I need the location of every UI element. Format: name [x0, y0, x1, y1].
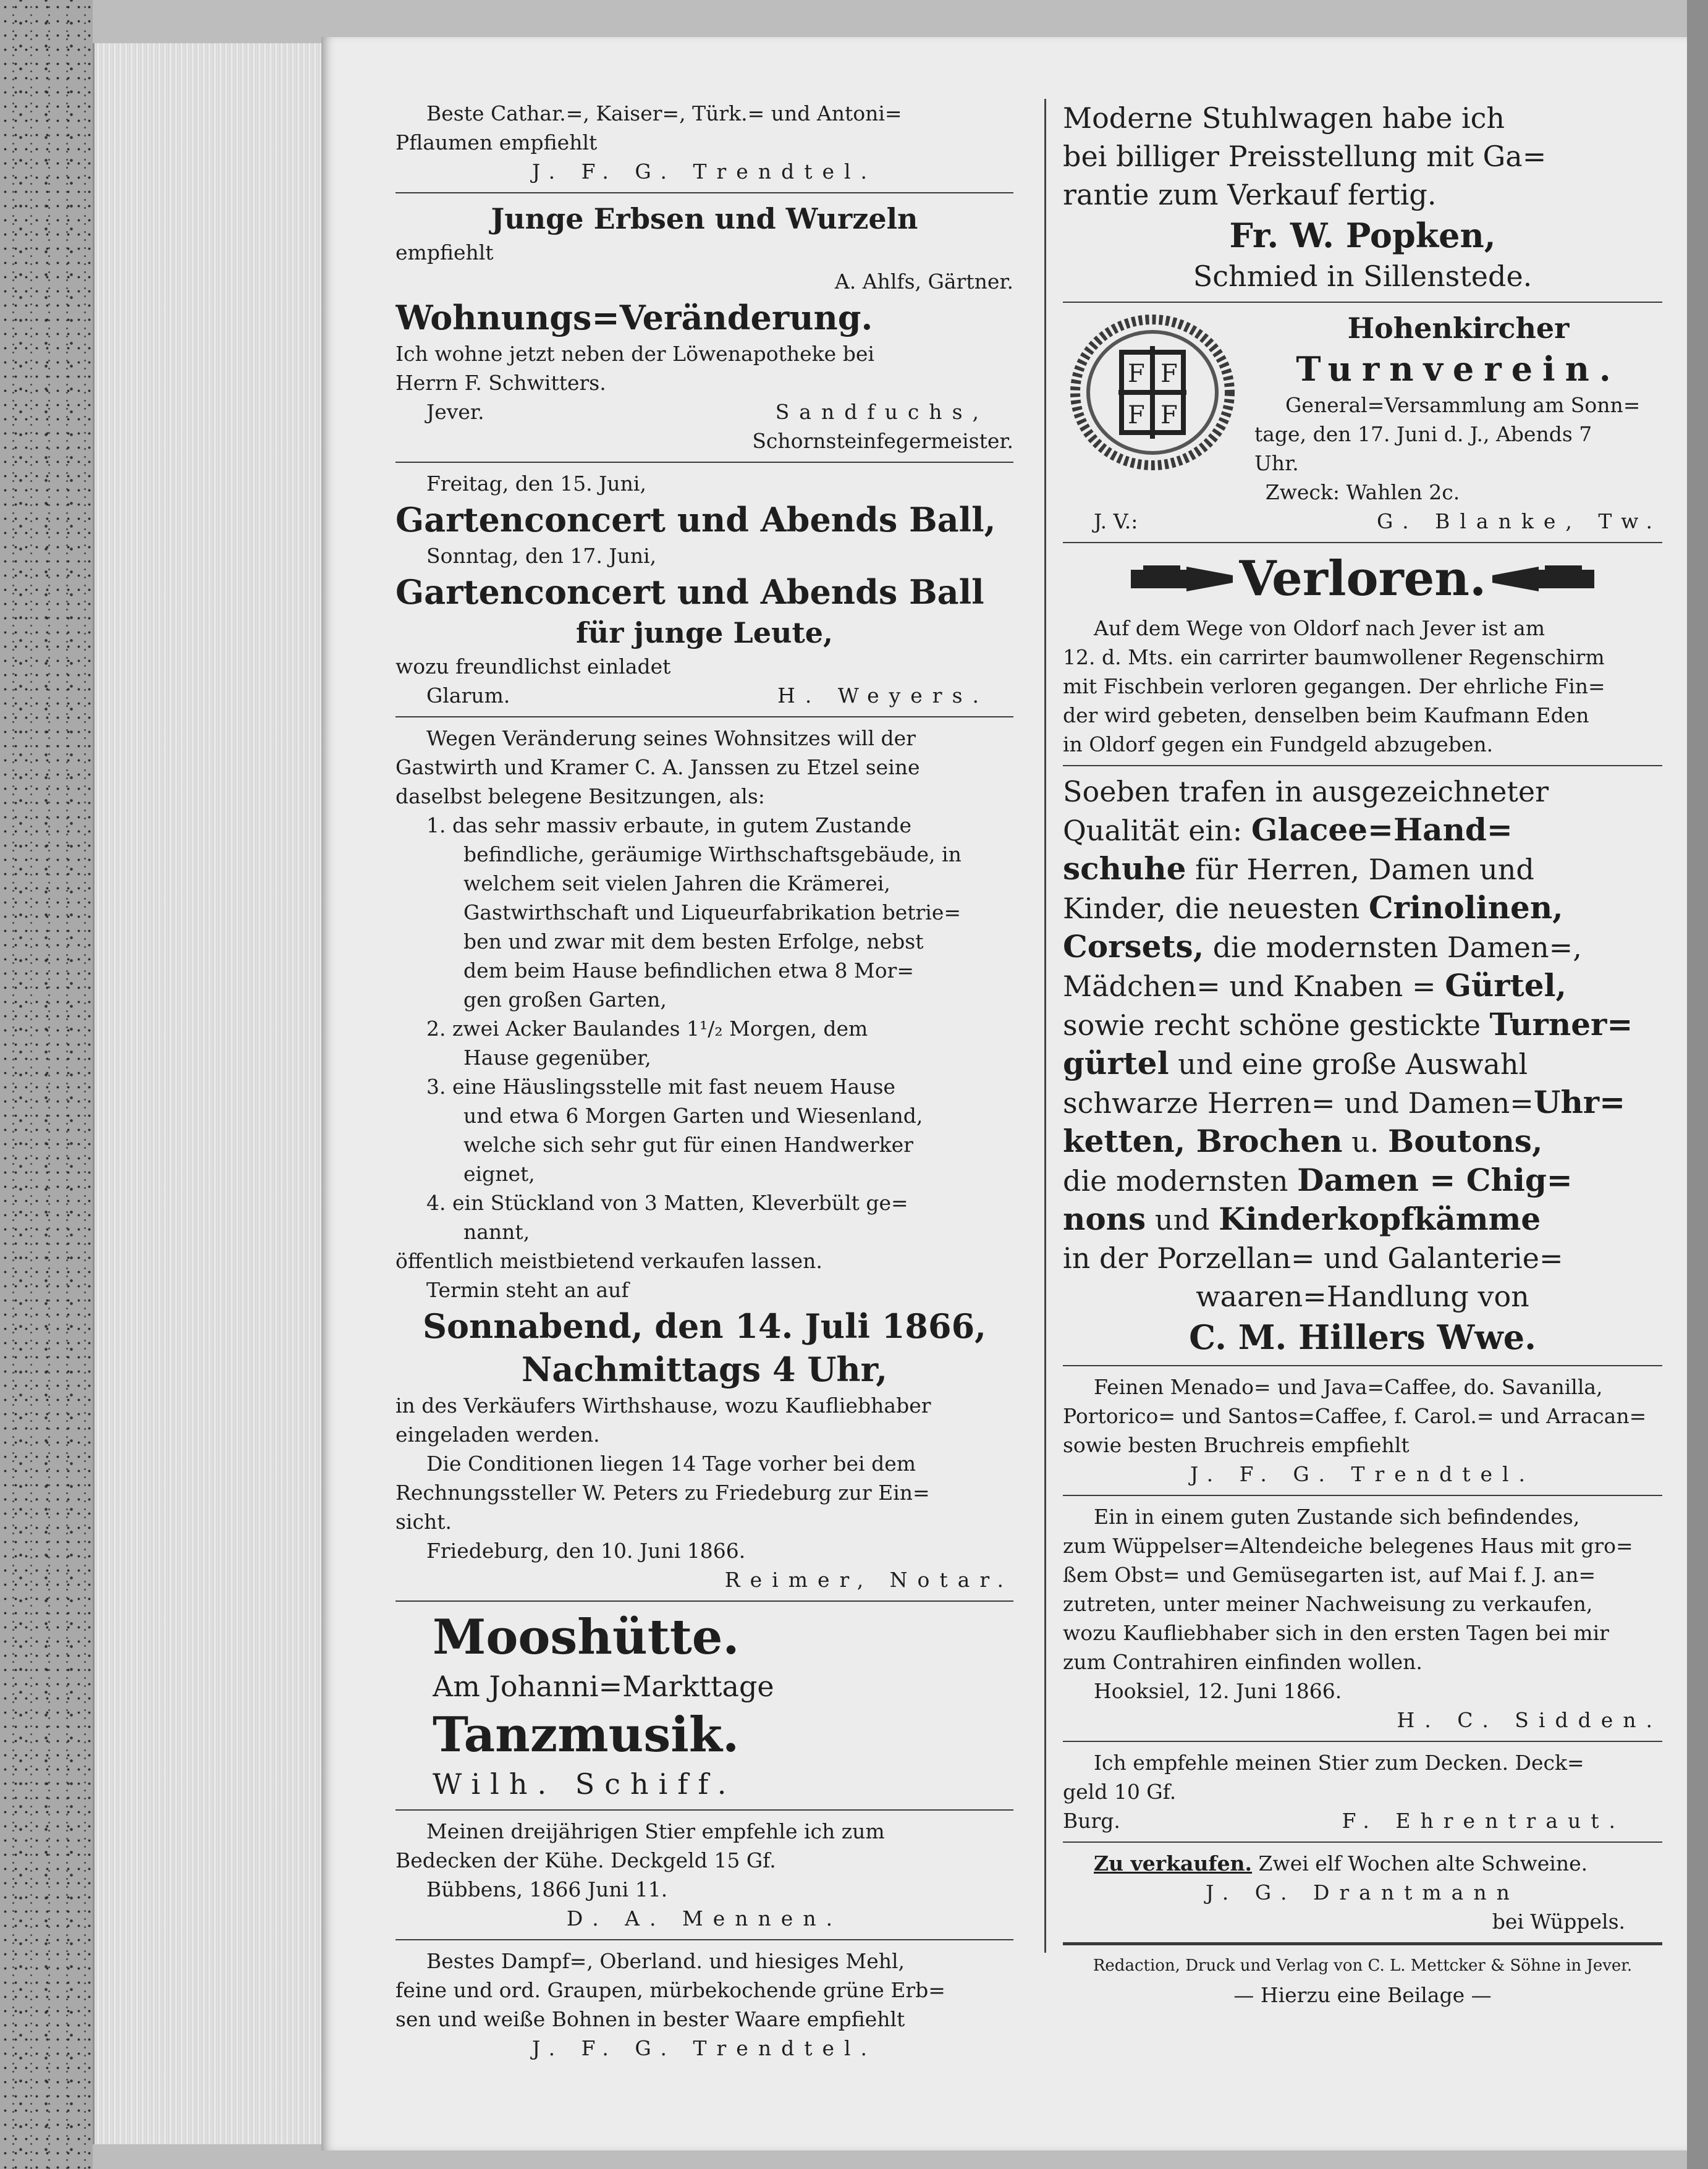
- ad-highlight: gürtel: [1063, 1045, 1169, 1081]
- ad-signature: Reimer, Notar.: [724, 1568, 1013, 1592]
- ad-text: die modernsten: [1063, 1164, 1288, 1198]
- ad-text: feine und ord. Graupen, mürbekochende grüne Erb=: [395, 1978, 945, 2002]
- ad-text: Schornsteinfegermeister.: [752, 429, 1013, 453]
- ad-highlight: nons: [1063, 1201, 1146, 1237]
- imprint: [1063, 1951, 1662, 2010]
- ad-signature: F. Ehrentraut.: [1342, 1809, 1625, 1833]
- ad-signature: A. Ahlfs, Gärtner.: [834, 269, 1013, 294]
- ad-title: Mooshütte.: [433, 1609, 740, 1665]
- list-item: ben und zwar mit dem besten Erfolge, nebst: [463, 929, 924, 953]
- ad-text: Soeben trafen in ausgezeichneter: [1063, 775, 1549, 808]
- list-item: gen großen Garten,: [463, 987, 667, 1012]
- ad-highlight: Gürtel,: [1445, 967, 1566, 1004]
- divider: [395, 716, 1013, 717]
- divider: [395, 192, 1013, 193]
- ad-text: in Oldorf gegen ein Fundgeld abzugeben.: [1063, 732, 1494, 756]
- ad-title: Verloren.: [1238, 551, 1487, 607]
- svg-text:F: F: [1128, 401, 1145, 429]
- ad-date: Freitag, den 15. Juni,: [426, 471, 646, 496]
- ad-title: Hohenkircher: [1347, 311, 1570, 345]
- svg-text:F: F: [1128, 360, 1145, 388]
- divider: [1063, 1942, 1662, 1945]
- ad-text: Kinder, die neuesten: [1063, 892, 1360, 925]
- ad-text: sowie recht schöne gestickte: [1063, 1008, 1481, 1042]
- ad-subtitle: für junge Leute,: [575, 616, 834, 649]
- ad-text: zum Wüppelser=Altendeiche belegenes Haus mit gro=: [1063, 1534, 1633, 1558]
- list-item: nannt,: [463, 1220, 530, 1244]
- pointing-hand-right-icon: [1489, 560, 1594, 598]
- ad-title: Moderne Stuhlwagen habe ich: [1063, 101, 1505, 135]
- ad-title: Gartenconcert und Abends Ball: [395, 572, 984, 612]
- right-column: [1063, 99, 1662, 2010]
- ad-text: und: [1154, 1203, 1210, 1237]
- svg-text:F: F: [1161, 401, 1178, 429]
- ad-hillers: [1063, 772, 1662, 1359]
- ad-turnverein: [1063, 309, 1662, 536]
- ad-schweine: [1063, 1849, 1662, 1936]
- ad-pflaumen: [395, 99, 1013, 186]
- ad-highlight: schuhe: [1063, 850, 1186, 887]
- ad-highlight: Uhr=: [1533, 1084, 1626, 1120]
- ad-mehl: [395, 1947, 1013, 2063]
- ad-place-date: Bübbens, 1866 Juni 11.: [426, 1877, 668, 1901]
- ad-text: u.: [1351, 1125, 1379, 1159]
- list-item: dem beim Hause befindlichen etwa 8 Mor=: [463, 958, 915, 983]
- ad-text: Wegen Veränderung seines Wohnsitzes will der: [426, 726, 916, 750]
- ad-mooshuette: [395, 1608, 1013, 1803]
- ad-text: Qualität ein:: [1063, 814, 1243, 847]
- ad-text: Ich empfehle meinen Stier zum Decken. Deck=: [1094, 1751, 1584, 1775]
- list-item: welchem seit vielen Jahren die Krämerei,: [463, 871, 890, 895]
- ad-title: Junge Erbsen und Wurzeln: [491, 202, 918, 235]
- page-stack-edges: [93, 43, 329, 2144]
- ad-title: Turnverein.: [1296, 349, 1621, 389]
- ad-signature: J. F. G. Trendtel.: [531, 159, 877, 184]
- ad-place-date: Friedeburg, den 10. Juni 1866.: [426, 1539, 746, 1563]
- ad-name: Fr. W. Popken,: [1229, 216, 1496, 255]
- ad-stier2: [1063, 1748, 1662, 1835]
- list-item: und etwa 6 Morgen Garten und Wiesenland,: [463, 1104, 923, 1128]
- ad-text: Bestes Dampf=, Oberland. und hiesiges Mehl,: [426, 1949, 905, 1973]
- ad-text: General=Versammlung am Sonn=: [1285, 393, 1641, 417]
- list-item: 1. das sehr massiv erbaute, in gutem Zustande: [426, 813, 912, 837]
- ad-signature: Sandfuchs,: [775, 400, 989, 424]
- divider: [1063, 1495, 1662, 1496]
- list-item: Hause gegenüber,: [463, 1046, 651, 1070]
- ad-text: Meinen dreijährigen Stier empfehle ich zum: [426, 1819, 885, 1843]
- pointing-hand-left-icon: [1131, 560, 1236, 598]
- ad-wohnung: [395, 296, 1013, 455]
- ad-title: Wohnungs=Veränderung.: [395, 298, 873, 337]
- divider: [395, 1809, 1013, 1811]
- ad-text: zum Contrahiren einfinden wollen.: [1063, 1650, 1423, 1674]
- ad-highlight: Kinderkopfkämme: [1219, 1201, 1541, 1237]
- ad-title: Gartenconcert und Abends Ball,: [395, 500, 996, 539]
- turnverein-wreath-emblem: [1063, 309, 1242, 476]
- ad-text: Auf dem Wege von Oldorf nach Jever ist am: [1094, 616, 1545, 640]
- divider: [395, 1939, 1013, 1940]
- ad-text: geld 10 Gf.: [1063, 1780, 1177, 1804]
- ad-signature: J. F. G. Trendtel.: [1190, 1462, 1536, 1486]
- divider: [1063, 1365, 1662, 1366]
- list-item: befindliche, geräumige Wirthschaftsgebäude, in: [463, 842, 962, 866]
- ad-signature: G. Blanke, Tw.: [1376, 509, 1662, 533]
- imprint-text: — Hierzu eine Beilage —: [1233, 1983, 1492, 2007]
- ad-text: Mädchen= und Knaben =: [1063, 970, 1436, 1003]
- ad-text: Zwei elf Wochen alte Schweine.: [1258, 1851, 1588, 1875]
- ad-text: wozu Kaufliebhaber sich in den ersten Tagen bei mir: [1063, 1621, 1609, 1645]
- ad-text: Schmied in Sillenstede.: [1193, 260, 1533, 293]
- ad-highlight: Crinolinen,: [1368, 889, 1563, 926]
- ad-text: in der Porzellan= und Galanterie=: [1063, 1241, 1563, 1275]
- ad-text: tage, den 17. Juni d. J., Abends 7: [1254, 422, 1592, 446]
- ad-text: eingeladen werden.: [395, 1423, 600, 1447]
- ad-text: J. V.:: [1094, 509, 1138, 533]
- ad-highlight: Corsets,: [1063, 928, 1204, 965]
- ad-signature: J. F. G. Trendtel.: [531, 2036, 877, 2060]
- ad-text: die modernsten Damen=,: [1212, 931, 1582, 964]
- ad-text: Portorico= und Santos=Caffee, f. Carol.= und Arracan=: [1063, 1404, 1647, 1428]
- divider: [1063, 765, 1662, 766]
- ad-text: Uhr.: [1254, 451, 1299, 475]
- ad-signature: H. Weyers.: [777, 683, 989, 708]
- ad-text: daselbst belegene Besitzungen, als:: [395, 784, 765, 808]
- ad-text: zutreten, unter meiner Nachweisung zu verkaufen,: [1063, 1592, 1593, 1616]
- ad-text: Gastwirth und Kramer C. A. Janssen zu Etzel seine: [395, 755, 920, 779]
- ad-signature: D. A. Mennen.: [566, 1906, 843, 1930]
- ad-text: sowie besten Bruchreis empfiehlt: [1063, 1433, 1410, 1457]
- ad-text: Herrn F. Schwitters.: [395, 371, 606, 395]
- svg-text:F: F: [1161, 360, 1178, 388]
- ad-text: für Herren, Damen und: [1195, 853, 1534, 886]
- ad-highlight: Turner=: [1489, 1006, 1633, 1042]
- ad-subtitle: Am Johanni=Markttage: [433, 1670, 774, 1703]
- list-item: eignet,: [463, 1162, 535, 1186]
- divider: [395, 1600, 1013, 1602]
- ad-highlight: Boutons,: [1388, 1123, 1543, 1159]
- ad-signature: H. C. Sidden.: [1397, 1708, 1662, 1732]
- gutter-shadow: [1687, 0, 1708, 2169]
- left-column: [395, 99, 1013, 2063]
- ad-place: Burg.: [1063, 1809, 1120, 1833]
- ad-stier: [395, 1817, 1013, 1933]
- ad-text: Ich wohne jetzt neben der Löwenapotheke bei: [395, 342, 874, 366]
- ad-signature: J. G. Drantmann: [1206, 1880, 1520, 1905]
- list-item: 3. eine Häuslingsstelle mit fast neuem Hause: [426, 1075, 895, 1099]
- book-cover-edge: [0, 0, 93, 2169]
- divider: [1063, 1841, 1662, 1843]
- divider: [1063, 1741, 1662, 1742]
- ad-text: Beste Cathar.=, Kaiser=, Türk.= und Antoni=: [426, 101, 902, 125]
- ad-text: mit Fischbein verloren gegangen. Der ehrliche Fin=: [1063, 674, 1605, 698]
- imprint-text: Redaction, Druck und Verlag von C. L. Mettcker & Söhne in Jever.: [1093, 1956, 1633, 1975]
- ad-haus: [1063, 1502, 1662, 1735]
- ad-highlight: Damen = Chig=: [1297, 1162, 1573, 1198]
- ad-text: und eine große Auswahl: [1178, 1047, 1528, 1081]
- divider: [1063, 542, 1662, 543]
- list-item: welche sich sehr gut für einen Handwerker: [463, 1133, 913, 1157]
- ad-highlight: ketten, Brochen: [1063, 1123, 1343, 1159]
- ad-text: Pflaumen empfiehlt: [395, 130, 598, 154]
- ad-place: Glarum.: [426, 683, 510, 708]
- list-item: 2. zwei Acker Baulandes 1¹/₂ Morgen, dem: [426, 1017, 868, 1041]
- ad-text: der wird gebeten, denselben beim Kaufmann Eden: [1063, 703, 1589, 727]
- ad-text: Termin steht an auf: [426, 1278, 629, 1302]
- list-item: 4. ein Stückland von 3 Matten, Kleverbült ge=: [426, 1191, 908, 1215]
- column-divider: [1044, 99, 1046, 1953]
- ad-text: öffentlich meistbietend verkaufen lassen.: [395, 1249, 822, 1273]
- ad-stuhlwagen: [1063, 99, 1662, 295]
- ad-text: sen und weiße Bohnen in bester Waare empfiehlt: [395, 2007, 905, 2031]
- ad-text: ßem Obst= und Gemüsegarten ist, auf Mai f. J. an=: [1063, 1563, 1596, 1587]
- ad-text: Zweck: Wahlen 2c.: [1265, 480, 1460, 504]
- list-item: Gastwirthschaft und Liqueurfabrikation betrie=: [463, 900, 962, 924]
- divider: [395, 462, 1013, 463]
- ad-text: rantie zum Verkauf fertig.: [1063, 178, 1437, 211]
- ad-date: Sonntag, den 17. Juni,: [426, 544, 657, 568]
- ad-time-highlight: Nachmittags 4 Uhr,: [521, 1350, 888, 1389]
- ad-place: Jever.: [426, 400, 484, 424]
- ad-date-highlight: Sonnabend, den 14. Juli 1866,: [423, 1306, 986, 1346]
- ad-text: wozu freundlichst einladet: [395, 654, 671, 679]
- ad-text: Die Conditionen liegen 14 Tage vorher bei dem: [426, 1452, 916, 1476]
- ad-text: bei billiger Preisstellung mit Ga=: [1063, 140, 1547, 173]
- ad-caffee: [1063, 1372, 1662, 1489]
- ad-place-date: Hooksiel, 12. Juni 1866.: [1094, 1679, 1342, 1703]
- ad-text: sicht.: [395, 1510, 452, 1534]
- ad-highlight: Glacee=Hand=: [1251, 811, 1513, 848]
- ad-lead: Zu verkaufen.: [1094, 1851, 1253, 1875]
- ad-erbsen: [395, 200, 1013, 296]
- divider: [1063, 302, 1662, 303]
- ad-text: Bedecken der Kühe. Deckgeld 15 Gf.: [395, 1848, 776, 1872]
- ad-text: Feinen Menado= und Java=Caffee, do. Savanilla,: [1094, 1375, 1603, 1399]
- ad-title: Tanzmusik.: [433, 1707, 740, 1763]
- ad-signature: Wilh. Schiff.: [433, 1767, 737, 1801]
- ad-concert: [395, 469, 1013, 710]
- ad-text: 12. d. Mts. ein carrirter baumwollener Regenschirm: [1063, 645, 1605, 669]
- ad-verkauf: [395, 724, 1013, 1594]
- ad-text: in des Verkäufers Wirthshause, wozu Kaufliebhaber: [395, 1393, 931, 1418]
- ad-text: waaren=Handlung von: [1196, 1280, 1529, 1313]
- ad-text: Ein in einem guten Zustande sich befindendes,: [1094, 1505, 1580, 1529]
- ad-signature: C. M. Hillers Wwe.: [1189, 1317, 1536, 1357]
- ad-text: bei Wüppels.: [1492, 1909, 1625, 1934]
- ad-verloren: [1063, 549, 1662, 759]
- ad-text: Rechnungssteller W. Peters zu Friedeburg zur Ein=: [395, 1481, 930, 1505]
- ad-text: empfiehlt: [395, 240, 494, 264]
- ad-text: schwarze Herren= und Damen=: [1063, 1086, 1534, 1120]
